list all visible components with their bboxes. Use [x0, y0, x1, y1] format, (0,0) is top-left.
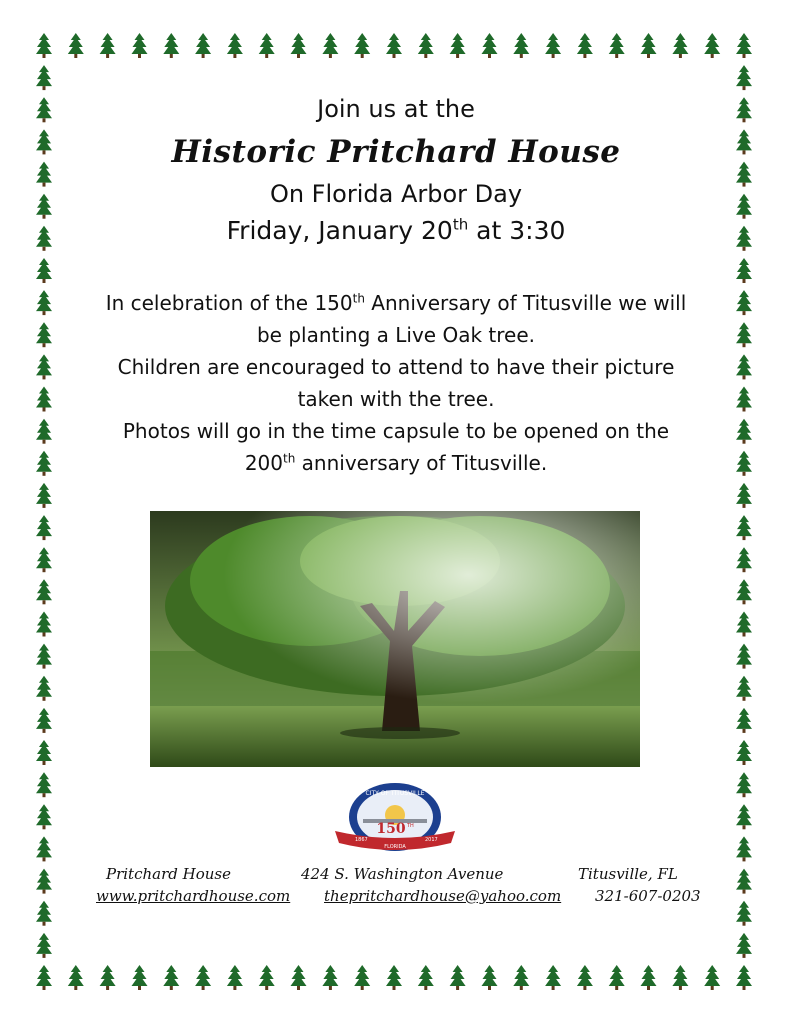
tree-icon [736, 387, 752, 412]
tree-icon [736, 933, 752, 958]
tree-icon [36, 644, 52, 669]
p3-text-a: Photos will go in the time capsule to be opened on the 200 [122, 419, 670, 475]
tree-icon [736, 901, 752, 926]
description-paragraph-2: Children are encouraged to attend to have their picture taken with the tree. [117, 355, 675, 411]
tree-icon [100, 965, 116, 990]
tree-icon [132, 33, 148, 58]
footer-phone: 321-607-0203 [595, 887, 701, 905]
tree-icon [513, 33, 529, 58]
tree-icon [418, 965, 434, 990]
tree-icon [736, 676, 752, 701]
tree-icon [736, 258, 752, 283]
tree-icon [36, 547, 52, 572]
tree-icon [36, 676, 52, 701]
footer-name: Pritchard House [106, 865, 231, 883]
tree-icon [641, 33, 657, 58]
tree-icon [704, 965, 720, 990]
tree-icon [736, 290, 752, 315]
tree-icon [36, 33, 52, 58]
tree-icon [100, 33, 116, 58]
tree-icon [36, 869, 52, 894]
seal-state: FLORIDA [384, 844, 406, 850]
tree-icon [36, 772, 52, 797]
tree-icon [36, 740, 52, 765]
date-sup: th [452, 215, 469, 234]
tree-icon [259, 33, 275, 58]
tree-icon [736, 515, 752, 540]
p3-text-b: anniversary of Titusville. [295, 451, 548, 475]
date-suffix: at 3:30 [468, 216, 566, 245]
tree-icon [482, 33, 498, 58]
tree-icon [36, 965, 52, 990]
tree-icon [545, 33, 561, 58]
tree-icon [736, 547, 752, 572]
seal-number-sup: TH [407, 823, 414, 829]
date-prefix: Friday, January 20 [226, 216, 453, 245]
page-title: Historic Pritchard House [171, 134, 621, 170]
tree-icon [36, 901, 52, 926]
tree-icon [609, 965, 625, 990]
tree-icon [322, 33, 338, 58]
tree-icon [736, 419, 752, 444]
tree-icon [704, 33, 720, 58]
tree-icon [736, 644, 752, 669]
tree-icon [163, 965, 179, 990]
tree-icon [736, 354, 752, 379]
tree-icon [545, 965, 561, 990]
tree-icon [672, 33, 688, 58]
tree-icon [672, 965, 688, 990]
tree-icon [36, 65, 52, 90]
tree-icon [36, 804, 52, 829]
tree-icon [354, 965, 370, 990]
tree-icon [513, 965, 529, 990]
tree-icon [577, 33, 593, 58]
tree-icon [736, 612, 752, 637]
tree-icon [386, 965, 402, 990]
tree-icon [736, 451, 752, 476]
invite-line: Join us at the [317, 95, 475, 123]
oak-tree-photo [150, 511, 640, 767]
tree-icon [68, 33, 84, 58]
tree-icon [386, 33, 402, 58]
email-link[interactable]: thepritchardhouse@yahoo.com [324, 887, 562, 905]
p3-sup: th [283, 451, 296, 466]
tree-icon [736, 740, 752, 765]
tree-icon [291, 33, 307, 58]
event-date [0, 216, 792, 245]
seal-number: 150 [376, 821, 406, 837]
footer-city: Titusville, FL [578, 865, 678, 883]
tree-icon [227, 33, 243, 58]
seal-year-right: 2017 [425, 837, 438, 843]
tree-icon [354, 33, 370, 58]
tree-icon [36, 836, 52, 861]
tree-icon [736, 65, 752, 90]
tree-icon [736, 836, 752, 861]
tree-icon [36, 258, 52, 283]
website-link[interactable]: www.pritchardhouse.com [96, 887, 291, 905]
tree-icon [36, 322, 52, 347]
tree-icon [450, 965, 466, 990]
p1-text-a: In celebration of the 150 [105, 291, 353, 315]
tree-icon [736, 965, 752, 990]
p1-text-b: Anniversary of Titusville we will be planting a Live Oak tree. [256, 291, 687, 347]
tree-icon [736, 804, 752, 829]
tree-icon [227, 965, 243, 990]
tree-icon [418, 33, 434, 58]
tree-icon [36, 515, 52, 540]
p1-sup: th [352, 291, 365, 306]
event-description [96, 287, 696, 479]
city-seal-logo [333, 781, 457, 857]
tree-icon [736, 579, 752, 604]
tree-icon [736, 708, 752, 733]
tree-icon [132, 965, 148, 990]
tree-icon [36, 708, 52, 733]
tree-icon [259, 965, 275, 990]
tree-icon [36, 451, 52, 476]
event-occasion: On Florida Arbor Day [269, 180, 523, 208]
tree-icon [736, 33, 752, 58]
tree-icon [736, 869, 752, 894]
tree-icon [36, 290, 52, 315]
tree-icon [641, 965, 657, 990]
tree-icon [36, 387, 52, 412]
tree-icon [736, 483, 752, 508]
tree-icon [36, 933, 52, 958]
tree-icon [36, 419, 52, 444]
tree-icon [163, 33, 179, 58]
tree-icon [482, 965, 498, 990]
tree-icon [68, 965, 84, 990]
tree-icon [322, 965, 338, 990]
tree-icon [36, 354, 52, 379]
description-paragraph-3 [96, 415, 696, 479]
description-paragraph-1 [96, 287, 696, 351]
tree-icon [36, 612, 52, 637]
seal-arc-text: CITY OF TITUSVILLE [365, 790, 425, 797]
seal-year-left: 1867 [355, 837, 368, 843]
tree-icon [36, 483, 52, 508]
tree-icon [609, 33, 625, 58]
tree-icon [291, 965, 307, 990]
tree-icon [195, 965, 211, 990]
tree-icon [195, 33, 211, 58]
tree-icon [450, 33, 466, 58]
tree-icon [36, 579, 52, 604]
tree-icon [736, 322, 752, 347]
tree-icon [577, 965, 593, 990]
tree-icon [736, 772, 752, 797]
footer-address: 424 S. Washington Avenue [301, 865, 504, 883]
